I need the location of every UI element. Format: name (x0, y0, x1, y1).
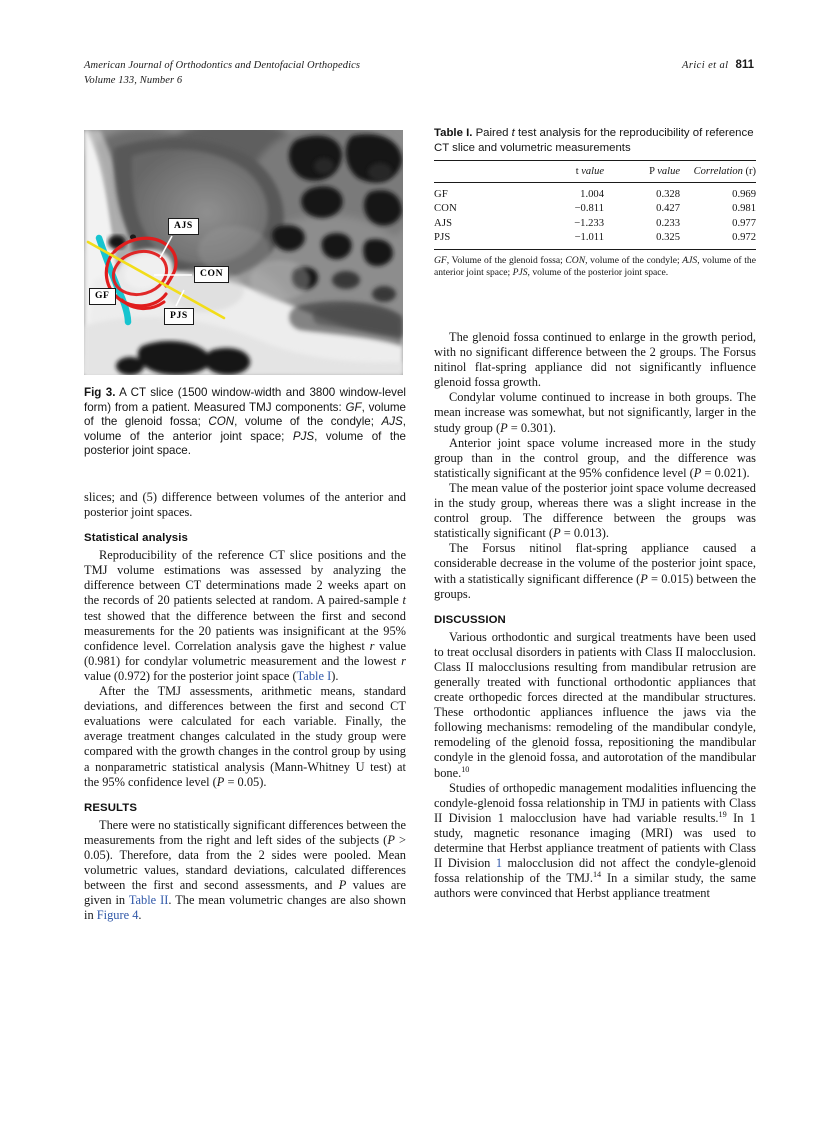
heading-results: RESULTS (84, 801, 138, 814)
right-column-body (434, 330, 756, 901)
cell-gf-t: 1.004 (580, 189, 604, 201)
disc-p2-a: Studies of orthopedic management modalities influencing the condyle-glenoid fossa relationship in TMJ in patients with Class II Division 1 malocclusion have had variable results. (434, 780, 756, 825)
rc-p3-a: Anterior joint space volume increased more in the study group than in the control group, and the difference was statistically significant at the 95% confidence level ( (434, 435, 756, 480)
note-ajs: AJS (682, 254, 698, 266)
ct-label-gf: GF (89, 288, 116, 305)
stat-p1-r2: r (401, 653, 406, 668)
disc-p1-a: Various orthodontic and surgical treatments have been used to treat occlusal disorders in patients with Class II malocclusion. Class II malocclusions resulting from mandibular retrusion are generally treated with functional orthodontic appliances that create orthopedic forces directed at the mandibular structures. These orthodontic appliances influence the jaws via the following mechanisms: remodeling of the mandibular condyle, remodeling of the glenoid fossa, repositioning the mandibular condyle in the glenoid fossa, and autorotation of the mandibular bone. (434, 629, 756, 780)
reference-marker-14[interactable]: 14 (592, 870, 602, 880)
results-p1-c: values are given in (84, 878, 406, 908)
running-head-journal-block (84, 58, 360, 88)
cell-gf-p: 0.328 (656, 189, 680, 201)
stat-p1-e: ). (331, 668, 339, 683)
figcap-con-abbr: CON (208, 415, 235, 429)
stat-p1-d: value (0.972) for the posterior joint space ( (84, 668, 297, 683)
figcap-gf-abbr: GF (345, 400, 362, 414)
paragraph-statistical-2 (84, 684, 406, 790)
link-table-2[interactable]: Table II (128, 893, 169, 908)
ct-label-ajs: AJS (168, 218, 199, 235)
figcap-con-rest: , volume of the condyle; (234, 415, 382, 429)
results-p1-d: . The mean volumetric changes are also shown in (84, 893, 406, 923)
results-p1-e: . (138, 908, 142, 923)
figure-caption (84, 386, 406, 459)
paragraph-results-1 (84, 818, 406, 924)
cell-pjs-t: −1.011 (574, 231, 604, 243)
col-head-corr-word: Correlation (693, 166, 743, 178)
results-p1-p: P (387, 832, 395, 847)
table-row (434, 202, 756, 216)
row-label-gf: GF (434, 189, 448, 201)
cell-con-t: −0.811 (574, 203, 604, 215)
rc-p4-a: The mean value of the posterior joint space volume decreased in the study group, whereas there was a slight increase in the control group. The difference between the groups was statistically significant ( (434, 480, 756, 541)
ct-slice-image (84, 130, 403, 375)
note-con: CON (565, 254, 586, 266)
table-caption (434, 126, 756, 155)
figcap-pjs-rest: , volume of the posterior joint space. (84, 429, 406, 458)
table-row (434, 183, 756, 202)
table-caption-a: Paired (472, 127, 512, 139)
paragraph-discussion-1 (434, 630, 756, 781)
cell-pjs-r: 0.972 (732, 231, 756, 243)
rc-p4-p: P (553, 526, 561, 541)
link-table-1[interactable]: Table I (296, 668, 332, 683)
table-row (434, 216, 756, 230)
paragraph-condylar-volume (434, 390, 756, 435)
table-caption-t: t (511, 127, 515, 139)
disc-p2-d: In a similar study, the same authors were convinced that Herbst appliance treatment (434, 871, 756, 901)
paragraph-slices: slices; and (5) difference between volumes of the anterior and posterior joint spaces. (84, 490, 406, 520)
figure-label: Fig 3. (84, 386, 116, 399)
rc-p5-p: P (640, 571, 648, 586)
figcap-pjs-abbr: PJS (292, 429, 315, 443)
col-head-blank (434, 161, 526, 183)
rc-p2-p: P (500, 420, 508, 435)
cell-gf-r: 0.969 (732, 189, 756, 201)
row-label-con: CON (434, 203, 457, 215)
table-head (434, 161, 756, 183)
volume-issue: Volume 133, Number 6 (84, 75, 183, 86)
note-con-rest: , volume of the condyle; (585, 254, 683, 266)
cell-ajs-r: 0.977 (732, 217, 756, 229)
disc-p2-c: malocclusion did not affect the condyle-glenoid fossa relationship of the TMJ. (434, 856, 756, 886)
ct-figure (84, 130, 403, 375)
figcap-ajs-abbr: AJS (381, 415, 403, 429)
reference-marker-10[interactable]: 10 (461, 764, 470, 774)
rc-p5-b: = 0.015) between the groups. (434, 571, 756, 601)
row-label-pjs: PJS (434, 231, 451, 243)
running-head-authors: Arici et al (682, 60, 729, 71)
table-label: Table I. (434, 127, 473, 139)
stat-p2-a: After the TMJ assessments, arithmetic means, standard deviations, and differences between the first and second CT evaluations were calculated for each variable. Finally, the average treatment changes calculated in the study group were compared with the growth changes in the control group by using a nonparametric statistical analysis (Mann-Whitney U test) at the 95% confidence level ( (84, 684, 406, 789)
ct-slice-svg (84, 130, 403, 375)
heading-statistical-analysis: Statistical analysis (84, 532, 188, 545)
results-p1-p2: P (338, 878, 347, 893)
table-1-grid (434, 160, 756, 250)
stat-p1-a: Reproducibility of the reference CT slice positions and the TMJ volume estimations was assessed by analyzing the difference between CT determinations made 2 weeks apart on the records of 20 patients selected at random. A paired-sample (84, 548, 406, 608)
link-figure-4[interactable]: Figure 4 (96, 908, 139, 923)
col-head-t-value (526, 161, 604, 183)
left-column-body (84, 490, 406, 923)
table-caption-b: test analysis for the reproducibility of reference CT slice and volumetric measurements (434, 127, 754, 154)
paragraph-posterior-joint-space (434, 481, 756, 541)
cell-ajs-t: −1.233 (574, 217, 604, 229)
rc-p5-a: The Forsus nitinol flat-spring appliance caused a considerable decrease in the volume of the posterior joint space, with a statistically significant difference ( (434, 541, 756, 586)
stat-p2-b: = 0.05). (224, 774, 267, 789)
note-pjs: PJS (512, 266, 528, 278)
ct-label-con: CON (194, 266, 229, 283)
cell-pjs-p: 0.325 (656, 231, 680, 243)
col-head-t-sym: t (575, 166, 579, 178)
stat-p1-c: value (0.981) for condylar volumetric measurement and the lowest (84, 638, 406, 668)
col-head-p-word: value (657, 166, 680, 178)
reference-marker-19[interactable]: 19 (718, 809, 727, 819)
table-footnote (434, 255, 756, 279)
results-p1-a: There were no statistically significant differences between the measurements from the right and left sides of the subjects ( (84, 817, 407, 847)
note-gf-rest: , Volume of the glenoid fossa; (446, 254, 566, 266)
paragraph-discussion-2 (434, 781, 756, 902)
page-number: 811 (735, 59, 754, 71)
stat-p2-p: P (216, 774, 225, 789)
col-head-correlation (680, 161, 756, 183)
figure-caption-text: A CT slice (1500 window-width and 3800 window-level form) from a patient. Measured TMJ components: (84, 386, 406, 414)
cell-con-p: 0.427 (656, 203, 680, 215)
note-ajs-rest: , volume of the anterior joint space; (434, 254, 756, 278)
rc-p3-b: = 0.021). (701, 465, 750, 480)
note-gf: GF (434, 254, 447, 266)
ct-label-pjs: PJS (164, 308, 194, 325)
results-p1-b: > 0.05). Therefore, data from the 2 sides were pooled. Mean volumetric values, standard deviations, calculated differences between the first and second assessments, and (84, 832, 406, 893)
cell-ajs-p: 0.233 (656, 217, 680, 229)
running-head-right (682, 58, 754, 73)
paragraph-glenoid-fossa: The glenoid fossa continued to enlarge in the growth period, with no significant difference between the 2 groups. The Forsus nitinol flat-spring appliance did not significantly influence glenoid fossa growth. (434, 330, 756, 390)
col-head-p-sym: P (649, 166, 655, 178)
col-head-corr-r: (r) (745, 166, 756, 178)
table-row (434, 230, 756, 249)
journal-title: American Journal of Orthodontics and Dentofacial Orthopedics (84, 60, 361, 71)
stat-p1-r: r (369, 638, 375, 653)
table-header-row (434, 161, 756, 183)
figcap-gf-rest: , volume of the glenoid fossa; (84, 400, 406, 429)
row-label-ajs: AJS (434, 217, 453, 229)
rc-p2-b: = 0.301). (507, 420, 556, 435)
rc-p2-a: Condylar volume continued to increase in both groups. The mean increase was somewhat, but not significantly, larger in the study group ( (434, 390, 756, 435)
heading-discussion: DISCUSSION (434, 613, 506, 626)
rc-p4-b: = 0.013). (560, 526, 609, 541)
table-1 (434, 126, 756, 279)
col-head-t-word: value (581, 166, 604, 178)
note-pjs-rest: , volume of the posterior joint space. (527, 266, 669, 278)
paragraph-statistical-1 (84, 548, 406, 684)
stat-p1-b: test showed that the difference between the first and second measurements for the 20 patients was insignificant at the 95% confidence level. Correlation analysis gave the highest (84, 608, 406, 653)
paragraph-forsus-appliance (434, 541, 756, 601)
table-body (434, 183, 756, 250)
cell-con-r: 0.981 (732, 203, 756, 215)
paragraph-anterior-joint-space (434, 436, 756, 481)
figcap-ajs-rest: , volume of the anterior joint space; (84, 415, 406, 443)
col-head-p-value (604, 161, 680, 183)
running-head (84, 58, 754, 92)
link-division-1[interactable]: 1 (495, 856, 503, 871)
stat-p1-t: t (402, 593, 406, 608)
rc-p3-p: P (693, 465, 702, 480)
disc-p2-b: In 1 study, magnetic resonance imaging (MRI) was used to determine that Herbst appliance treatment of patients with Class II Division (434, 810, 756, 871)
